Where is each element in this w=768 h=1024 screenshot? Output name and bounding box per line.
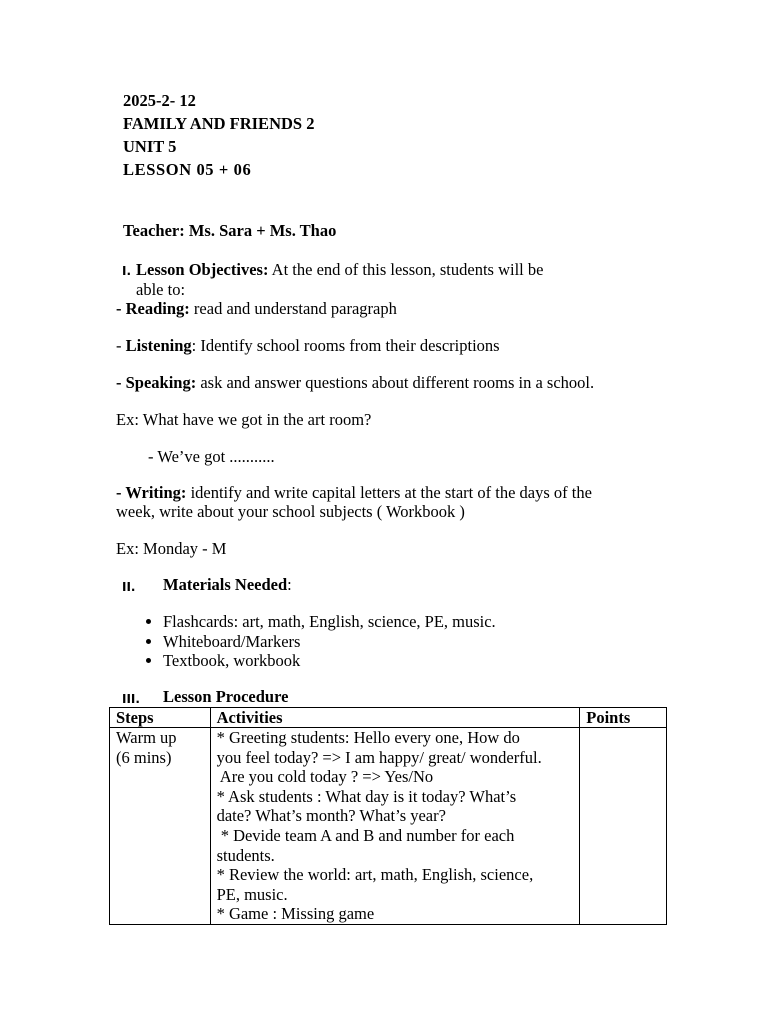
- activity-line: Are you cold today ? => Yes/No: [216, 767, 434, 787]
- list-item: • Flashcards: art, math, English, science, PE, music.: [163, 612, 496, 632]
- activity-line: date? What’s month? What’s year?: [216, 806, 446, 826]
- teacher-line: Teacher: Ms. Sara + Ms. Thao: [123, 221, 337, 240]
- lesson-title: LESSON 05 + 06: [123, 160, 252, 179]
- listening-objective: [116, 336, 500, 355]
- procedure-table: [109, 707, 667, 925]
- table-row: [110, 728, 667, 925]
- listening-label: Listening: [125, 336, 192, 355]
- activity-line: PE, music.: [216, 884, 288, 904]
- listening-text: : Identify school rooms from their descriptions: [191, 336, 500, 355]
- speaking-objective: [116, 373, 594, 392]
- activity-line: * Devide team A and B and number for each: [216, 825, 515, 845]
- materials-title: Materials Needed: [163, 575, 288, 594]
- activity-line: students.: [216, 845, 275, 865]
- step-duration: (6 mins): [116, 747, 172, 767]
- list-item: • Textbook, workbook: [163, 651, 496, 671]
- objectives-title: Lesson Objectives:: [136, 260, 269, 279]
- listening-prefix: -: [116, 336, 126, 355]
- objectives-intro: At the end of this lesson, students will be: [271, 260, 544, 279]
- procedure-title: Lesson Procedure: [163, 687, 289, 706]
- section-3-number: III.: [122, 692, 140, 706]
- header-points: Points: [580, 708, 667, 728]
- speaking-text: ask and answer questions about different rooms in a school.: [200, 373, 595, 392]
- section-1-number: I.: [122, 264, 132, 278]
- activity-line: you feel today? => I am happy/ great/ wonderful.: [216, 747, 542, 767]
- objectives-heading: [136, 260, 543, 279]
- activity-line: * Review the world: art, math, English, science,: [216, 865, 534, 885]
- writing-text: identify and write capital letters at the start of the days of the: [190, 483, 592, 502]
- writing-label: - Writing:: [116, 483, 187, 502]
- activities-cell: [210, 728, 580, 925]
- activity-line: * Ask students : What day is it today? What’s: [216, 786, 517, 806]
- lesson-date: 2025-2- 12: [123, 91, 196, 110]
- step-cell: [110, 728, 211, 925]
- objectives-intro-cont: able to:: [136, 280, 186, 299]
- writing-text-cont: week, write about your school subjects ( Workbook ): [116, 502, 465, 521]
- materials-heading: [163, 575, 292, 594]
- speaking-example-answer: - We’ve got ...........: [148, 447, 275, 466]
- reading-label: - Reading:: [116, 299, 190, 318]
- activity-line: * Greeting students: Hello every one, How do: [216, 728, 520, 747]
- writing-objective: [116, 483, 592, 502]
- list-item: • Whiteboard/Markers: [163, 632, 496, 652]
- header-activities: Activities: [210, 708, 580, 728]
- speaking-label: - Speaking:: [116, 373, 197, 392]
- points-cell: [580, 728, 667, 925]
- materials-list: [140, 612, 496, 671]
- speaking-example: Ex: What have we got in the art room?: [116, 410, 372, 429]
- materials-colon: :: [287, 575, 292, 594]
- unit-title: UNIT 5: [123, 137, 177, 156]
- header-steps: Steps: [110, 708, 211, 728]
- writing-example: Ex: Monday - M: [116, 539, 227, 558]
- section-2-number: II.: [122, 580, 136, 594]
- book-title: FAMILY AND FRIENDS 2: [123, 114, 315, 133]
- activity-line: * Game : Missing game: [216, 904, 375, 924]
- table-header-row: [110, 708, 667, 728]
- step-name: Warm up: [116, 728, 177, 747]
- reading-objective: [116, 299, 397, 318]
- reading-text: read and understand paragraph: [193, 299, 397, 318]
